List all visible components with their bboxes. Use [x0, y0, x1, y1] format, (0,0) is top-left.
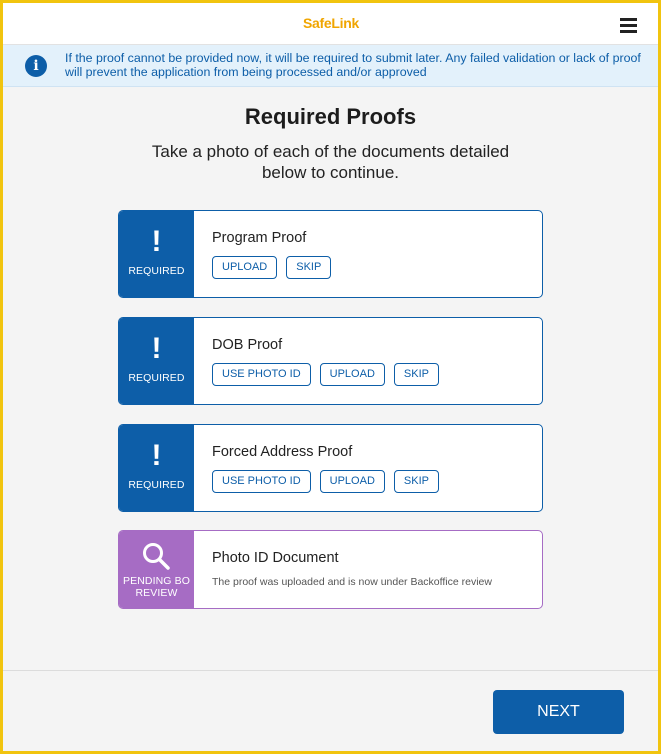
card-actions — [212, 470, 439, 493]
card-actions — [212, 256, 331, 279]
status-panel-required — [119, 211, 194, 297]
use-photo-id-button[interactable]: USE PHOTO ID — [212, 363, 311, 386]
upload-button[interactable]: UPLOAD — [320, 470, 385, 493]
status-label: REQUIRED — [128, 265, 185, 277]
proof-card-program — [118, 210, 543, 298]
info-banner — [3, 45, 658, 87]
footer-bar — [3, 670, 658, 751]
card-title: Forced Address Proof — [212, 444, 353, 460]
upload-button[interactable]: UPLOAD — [320, 363, 385, 386]
card-title: Photo ID Document — [212, 550, 339, 566]
search-icon — [141, 541, 171, 571]
card-description: The proof was uploaded and is now under Backoffice review — [212, 576, 492, 588]
status-panel-required — [119, 318, 194, 404]
status-label: REQUIRED — [128, 372, 185, 384]
status-panel-required — [119, 425, 194, 511]
card-title: DOB Proof — [212, 337, 283, 353]
skip-button[interactable]: SKIP — [286, 256, 331, 279]
use-photo-id-button[interactable]: USE PHOTO ID — [212, 470, 311, 493]
upload-button[interactable]: UPLOAD — [212, 256, 277, 279]
exclamation-icon: ! — [151, 225, 162, 258]
info-icon: i — [25, 55, 47, 77]
info-banner-text: If the proof cannot be provided now, it will be required to submit later. Any failed validation or lack of proof will prevent the application from being processed and/or approved — [65, 51, 641, 79]
top-header — [3, 3, 658, 45]
page-title: Required Proofs — [244, 104, 417, 129]
card-actions — [212, 363, 439, 386]
skip-button[interactable]: SKIP — [394, 363, 439, 386]
status-label: PENDING BO REVIEW — [123, 575, 190, 599]
page-subtitle: Take a photo of each of the documents detailed below to continue. — [151, 142, 510, 182]
skip-button[interactable]: SKIP — [394, 470, 439, 493]
card-title: Program Proof — [212, 230, 307, 246]
exclamation-icon: ! — [151, 332, 162, 365]
proof-card-forced-address — [118, 424, 543, 512]
hamburger-menu-icon[interactable] — [620, 18, 637, 32]
status-label: REQUIRED — [128, 479, 185, 491]
safelink-logo: SafeLink — [303, 15, 359, 31]
status-panel-pending — [119, 531, 194, 608]
proof-card-dob — [118, 317, 543, 405]
proof-card-photo-id — [118, 530, 543, 609]
next-button[interactable]: NEXT — [493, 690, 624, 734]
exclamation-icon: ! — [151, 439, 162, 472]
